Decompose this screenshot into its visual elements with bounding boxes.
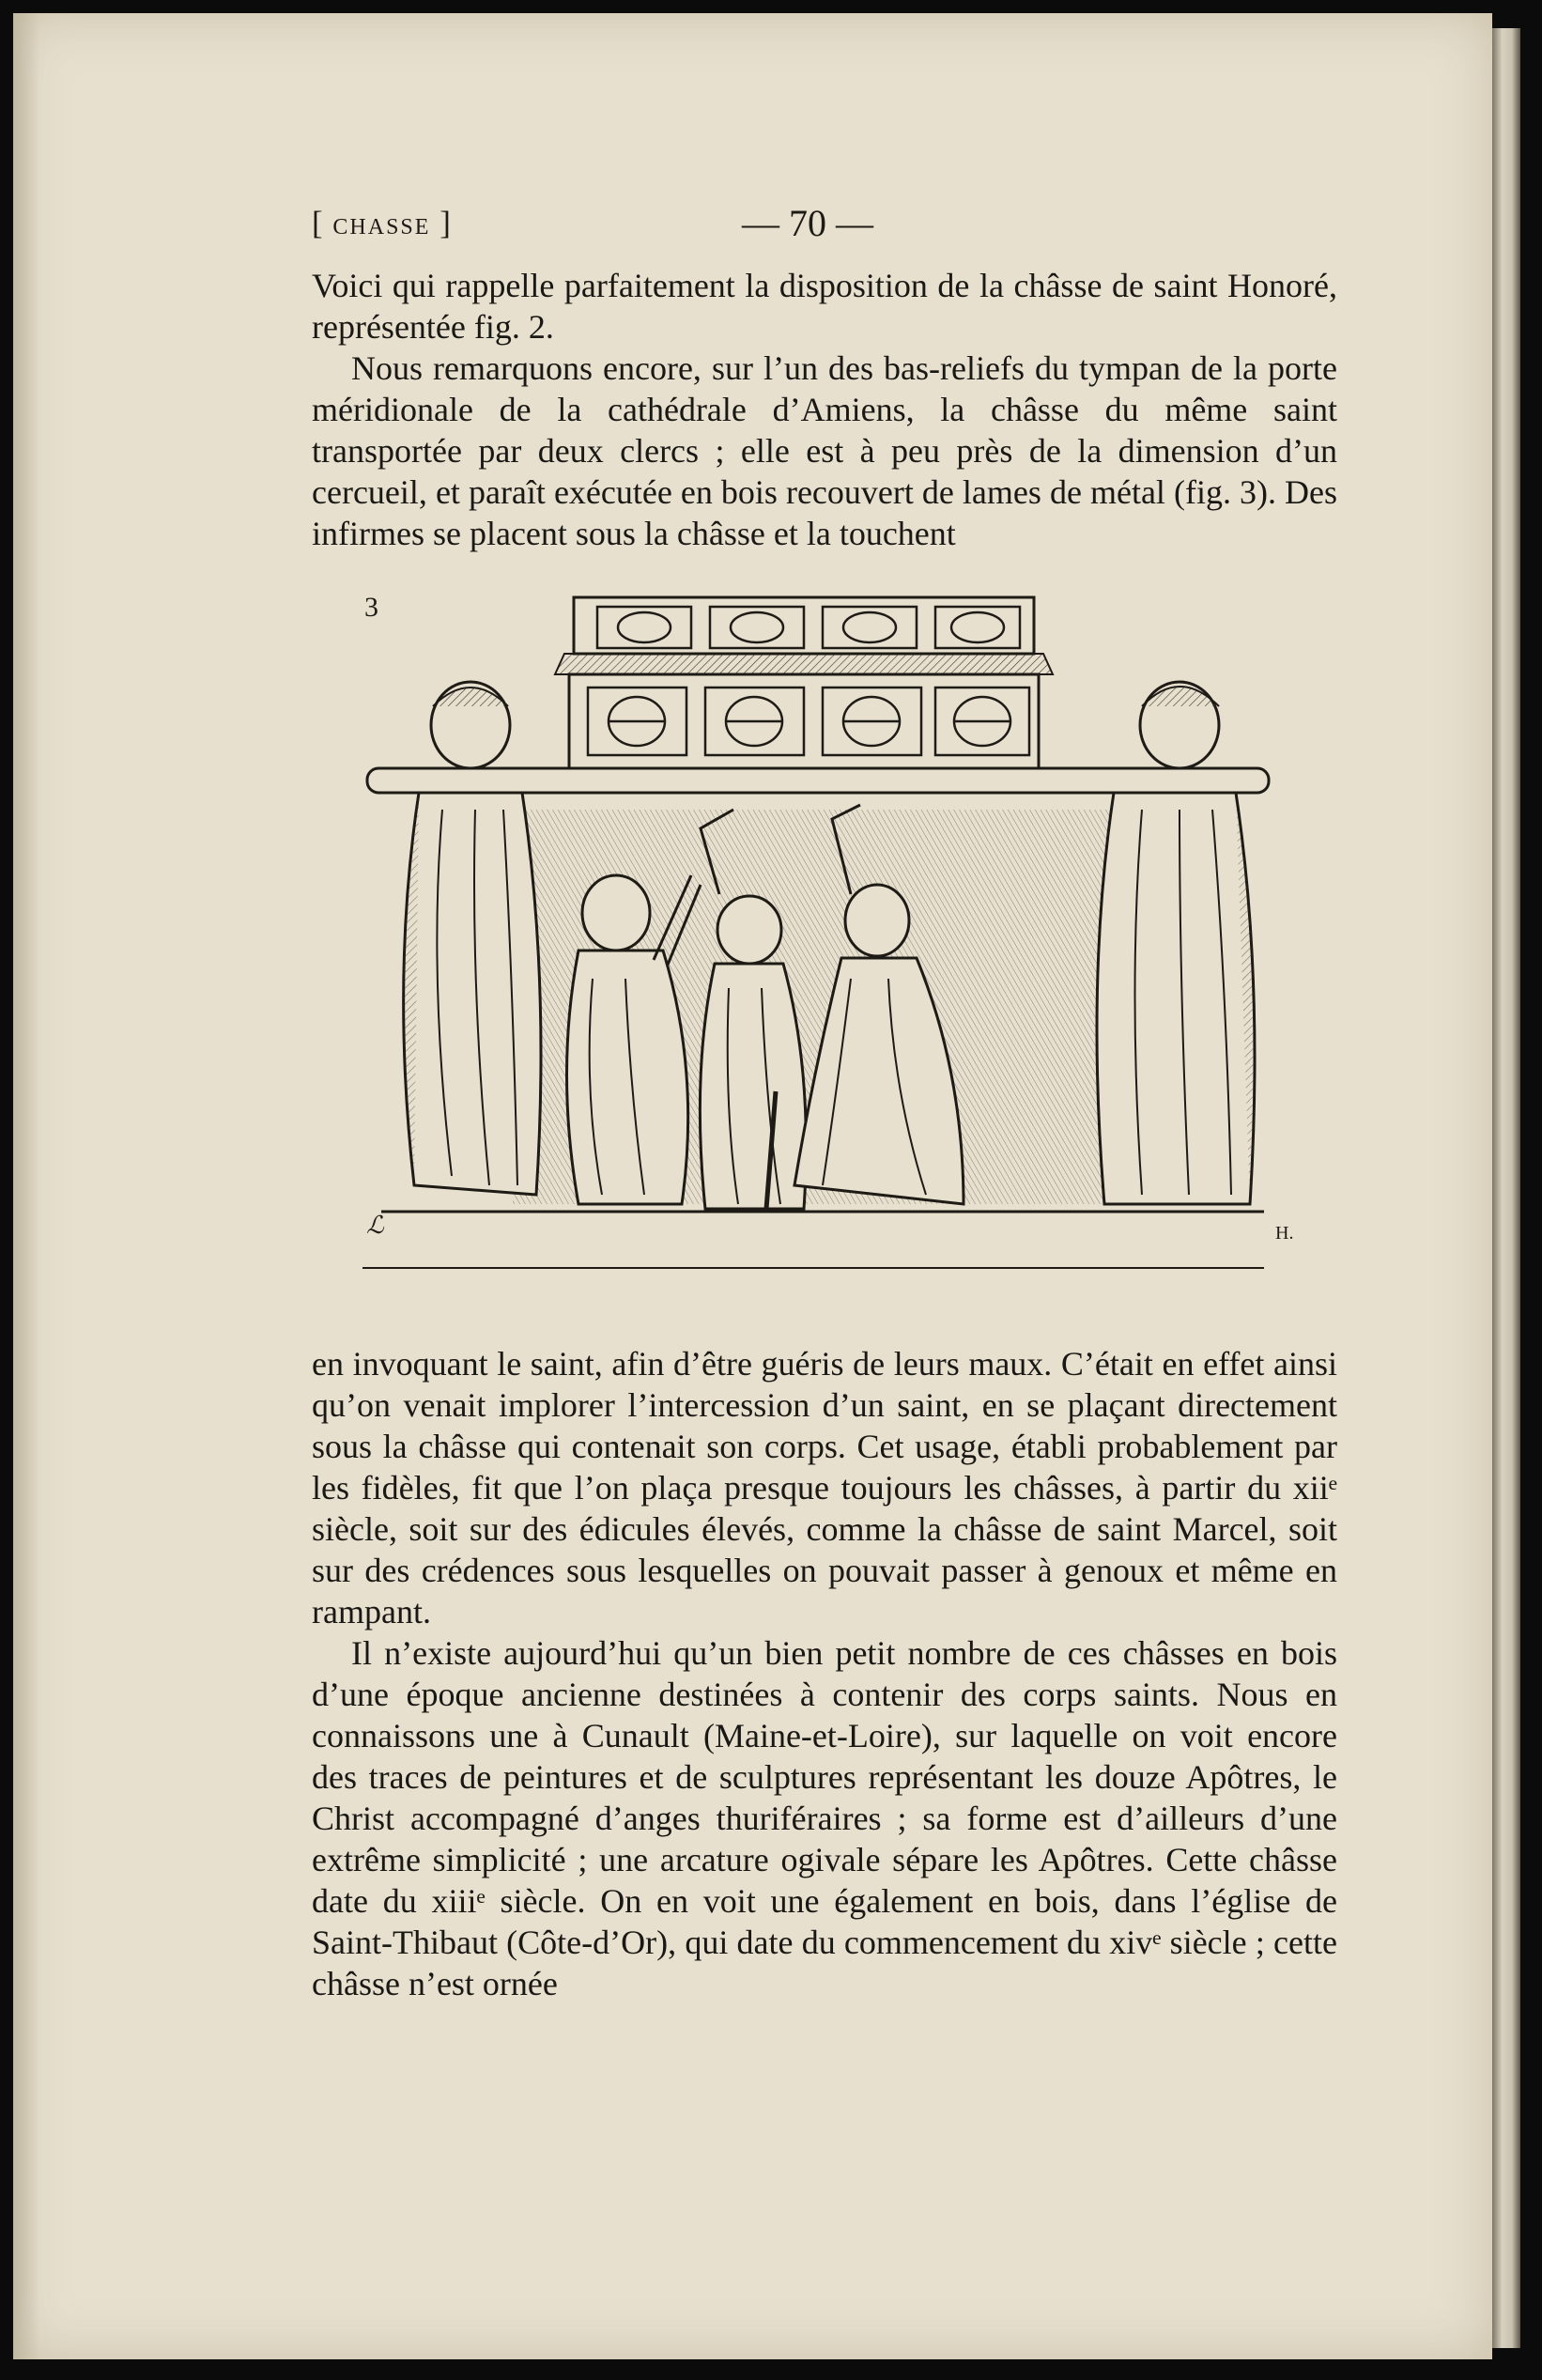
figure-number: 3 [364,592,378,623]
page-edge [1492,28,1520,2348]
engraver-signature-right: H. [1275,1223,1294,1244]
carrying-pole [367,768,1269,793]
figure-engraving [362,584,1294,1307]
running-head-title: CHASSE [332,215,431,240]
page-number: — 70 — [742,202,873,244]
engraving-illustration [362,584,1283,1307]
bracket-close: ] [439,205,452,241]
binding-gutter [13,13,39,2359]
paragraph: Nous remarquons encore, sur l’un des bas-reliefs du tympan de la porte méridionale de la cathédrale d’Amiens, la châsse du même saint transportée par deux clercs ; elle est à peu près de la dimension d’un cercueil, et paraît exécutée en bois recouvert de lames de métal (fig. 3). Des infirmes se placent sous la châsse et la touchent [312,349,1337,552]
right-cleric-figure [1097,682,1255,1204]
bracket-open: [ [312,205,324,241]
paragraph: Voici qui rappelle parfaitement la disposition de la châsse de saint Honoré, représentée fig. 2. [312,267,1337,346]
engraver-signature-left: ℒ [366,1212,384,1239]
reliquary-chest [555,597,1053,768]
paragraph: en invoquant le saint, afin d’être guéris de leurs maux. C’était en effet ainsi qu’on venait implorer l’intercession d’un saint, en se plaçant directement sous la châsse qui contenait son corps. Cet usage, établi probablement par les fidèles, fit que l’on plaça presque toujours les châsses, à partir du xiiᵉ siècle, soit sur des édicules élevés, comme la châsse de saint Marcel, soit sur des crédences sous lesquelles on pouvait passer à genoux et même en rampant. [312,1345,1337,1630]
left-cleric-figure [404,682,541,1195]
text-block-top [312,265,1337,554]
page-header [312,202,1337,244]
paragraph: Il n’existe aujourd’hui qu’un bien petit nombre de ces châsses en bois d’une époque ancienne destinées à contenir des corps saints. Nous en connaissons une à Cunault (Maine-et-Loire), sur laquelle on voit encore des traces de peintures et de sculptures représentant les douze Apôtres, le Christ accompagné d’anges thuriféraires ; sa forme est d’ailleurs d’une extrême simplicité ; une arcature ogivale sépare les Apôtres. Cette châsse date du xiiiᵉ siècle. On en voit une également en bois, dans l’église de Saint-Thibaut (Côte-d’Or), qui date du commencement du xivᵉ siècle ; cette châsse n’est ornée [312,1634,1337,2002]
text-block-bottom [312,1343,1337,2004]
running-head [312,205,452,242]
